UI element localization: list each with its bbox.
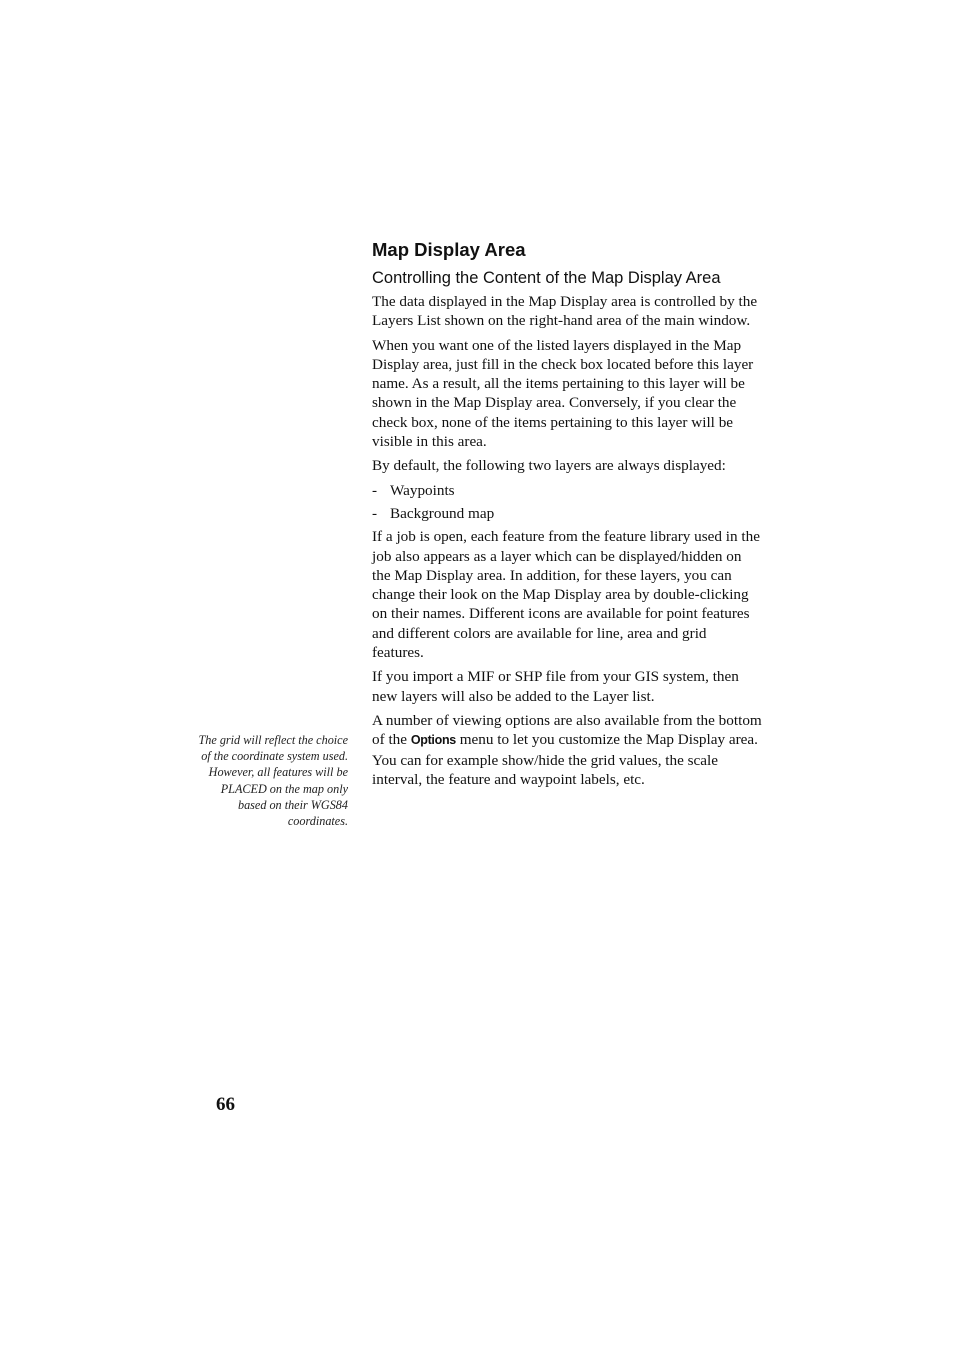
paragraph-text: A number of viewing options are also available from the bottom of the [372,711,762,749]
options-menu-reference: Options [410,733,456,748]
list-item-label: Waypoints [390,481,455,499]
paragraph-text: menu to let you customize the Map Display area. You can for example show/hide the grid values, the scale interval, the feature and waypoint labels, etc. [372,731,758,788]
page-number: 66 [216,1094,235,1115]
paragraph-gis-import: If you import a MIF or SHP file from your GIS system, then new layers will also be added to the Layer list. [372,668,739,705]
paragraph-default-layers: By default, the following two layers are always displayed: [372,457,726,475]
list-item-label: Background map [390,504,495,522]
list-dash: - [372,481,378,499]
list-item-waypoints [372,481,762,500]
subsection-title: Controlling the Content of the Map Display Area [372,269,721,287]
paragraph-viewing-options [372,711,762,789]
margin-note: The grid will reflect the choice of the coordinate system used. However, all features will be PLACED on the map only based on their WGS84 coordinates. [198,733,348,829]
paragraph-job-features: If a job is open, each feature from the feature library used in the job also appears as a layer which can be displayed/hidden on the Map Display area. In addition, for these layers, you can change their look on the Map Display area by double-clicking on their names. Different icons are available for point features and different colors are available for line, area and grid features. [372,528,760,662]
paragraph-layers-list-intro: The data displayed in the Map Display area is controlled by the Layers List shown on the right-hand area of the main window. [372,293,758,330]
list-item-background-map [372,504,762,523]
section-title: Map Display Area [372,239,526,260]
main-column [372,238,762,794]
list-dash: - [372,504,378,522]
paragraph-check-box: When you want one of the listed layers displayed in the Map Display area, just fill in the check box located before this layer name. As a result, all the items pertaining to this layer will be shown in the Map Display area. Conversely, if you clear the check box, none of the items pertaining to this layer will be visible in this area. [372,336,754,451]
